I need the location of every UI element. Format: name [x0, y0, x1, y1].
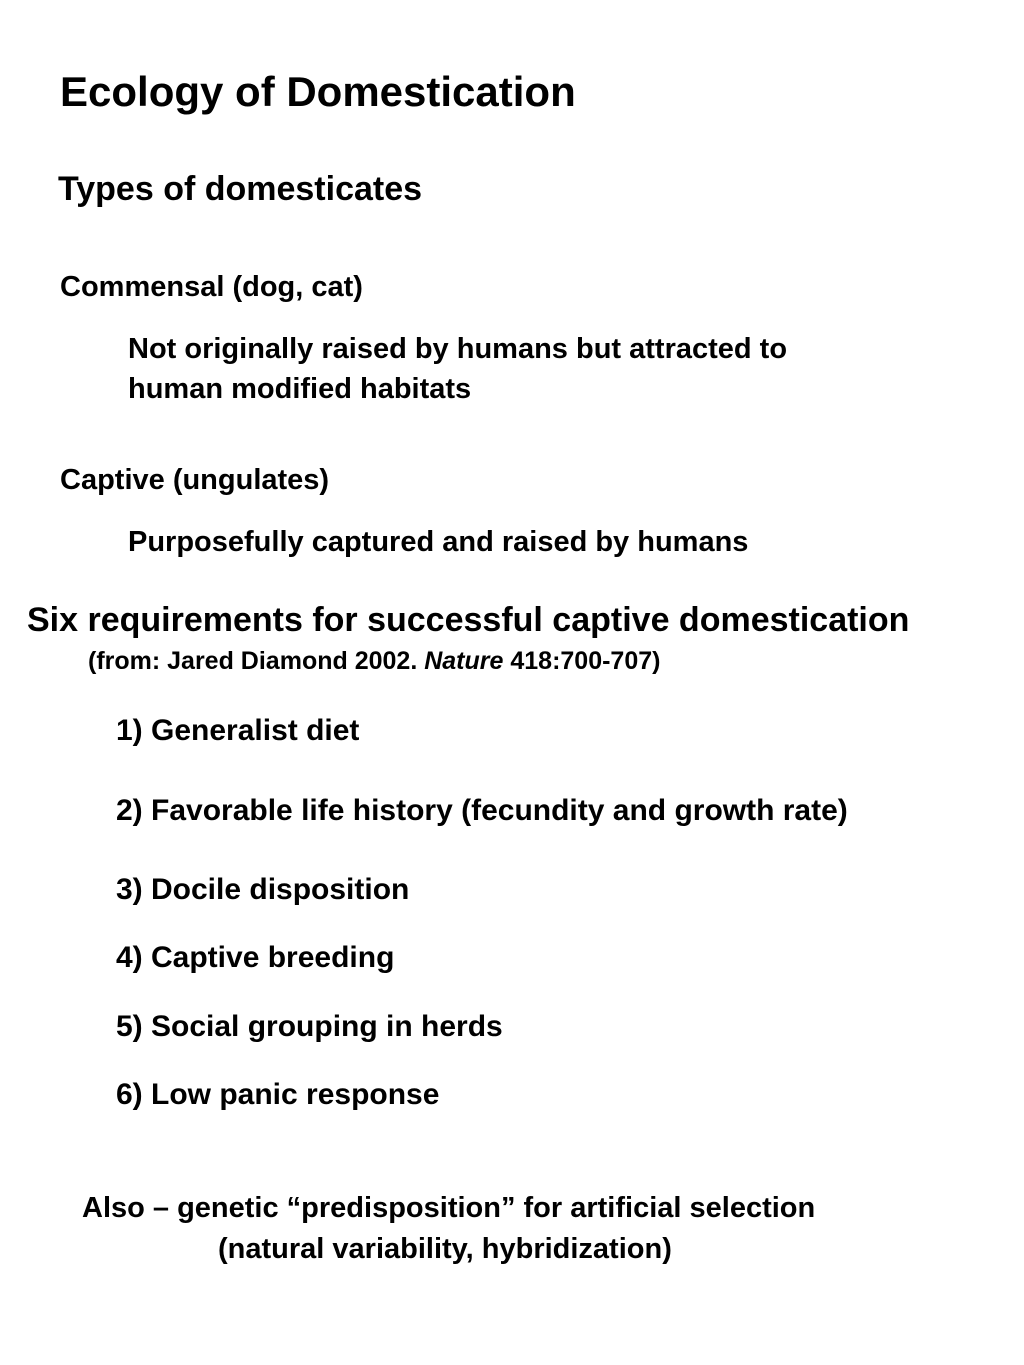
page-title: Ecology of Domestication	[60, 68, 576, 115]
citation-journal: Nature	[424, 647, 504, 675]
requirement-item-5: 5) Social grouping in herds	[116, 1010, 503, 1043]
also-line-2: (natural variability, hybridization)	[218, 1233, 672, 1265]
commensal-description-line-1: Not originally raised by humans but attracted to	[128, 333, 788, 365]
citation	[88, 647, 660, 676]
citation-prefix: (from: Jared Diamond 2002.	[88, 647, 425, 675]
requirement-item-4: 4) Captive breeding	[116, 941, 395, 974]
requirement-item-3: 3) Docile disposition	[116, 873, 410, 906]
requirement-item-6: 6) Low panic response	[116, 1078, 440, 1111]
requirement-item-1: 1) Generalist diet	[116, 714, 360, 747]
requirement-item-2: 2) Favorable life history (fecundity and growth rate)	[116, 794, 848, 827]
requirements-heading: Six requirements for successful captive domestication	[27, 601, 910, 639]
commensal-description-line-2: human modified habitats	[128, 373, 472, 405]
citation-suffix: 418:700-707)	[503, 647, 661, 675]
also-line-1: Also – genetic “predisposition” for artificial selection	[82, 1192, 816, 1224]
types-heading: Types of domesticates	[58, 170, 423, 208]
commensal-heading: Commensal (dog, cat)	[60, 271, 363, 303]
captive-description: Purposefully captured and raised by humans	[128, 526, 749, 558]
captive-heading: Captive (ungulates)	[60, 464, 330, 496]
